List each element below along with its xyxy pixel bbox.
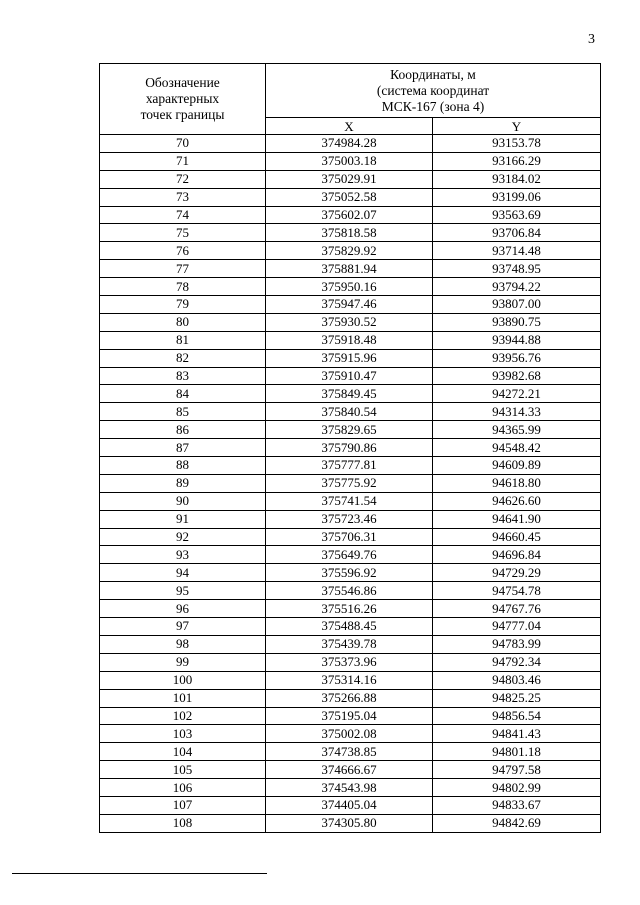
cell-y: 94783.99 (433, 635, 601, 653)
cell-y: 94833.67 (433, 796, 601, 814)
header-point-line: точек границы (140, 107, 225, 122)
cell-y: 94767.76 (433, 600, 601, 618)
header-coords-line: МСК-167 (зона 4) (381, 98, 485, 114)
cell-y: 94660.45 (433, 528, 601, 546)
cell-y: 94729.29 (433, 564, 601, 582)
cell-point-number: 82 (100, 349, 266, 367)
cell-x: 375602.07 (266, 206, 433, 224)
cell-point-number: 85 (100, 403, 266, 421)
cell-point-number: 79 (100, 296, 266, 314)
cell-x: 375829.65 (266, 421, 433, 439)
cell-x: 375439.78 (266, 635, 433, 653)
cell-point-number: 93 (100, 546, 266, 564)
cell-point-number: 83 (100, 367, 266, 385)
cell-point-number: 78 (100, 278, 266, 296)
cell-y: 93153.78 (433, 135, 601, 153)
cell-x: 375775.92 (266, 474, 433, 492)
cell-x: 375003.18 (266, 152, 433, 170)
cell-point-number: 90 (100, 492, 266, 510)
table-row (100, 296, 601, 314)
header-point-designation (100, 64, 266, 135)
table-row (100, 457, 601, 475)
cell-x: 375790.86 (266, 439, 433, 457)
cell-point-number: 72 (100, 170, 266, 188)
cell-y: 94626.60 (433, 492, 601, 510)
table-row (100, 779, 601, 797)
cell-x: 374543.98 (266, 779, 433, 797)
table-row (100, 331, 601, 349)
cell-point-number: 84 (100, 385, 266, 403)
table-row (100, 492, 601, 510)
cell-x: 375829.92 (266, 242, 433, 260)
cell-y: 94696.84 (433, 546, 601, 564)
cell-y: 93748.95 (433, 260, 601, 278)
cell-x: 375840.54 (266, 403, 433, 421)
cell-point-number: 107 (100, 796, 266, 814)
cell-y: 94803.46 (433, 671, 601, 689)
cell-point-number: 105 (100, 761, 266, 779)
cell-x: 374984.28 (266, 135, 433, 153)
cell-point-number: 108 (100, 814, 266, 832)
table-row (100, 761, 601, 779)
footnote-divider (12, 873, 267, 874)
cell-point-number: 75 (100, 224, 266, 242)
table-row (100, 671, 601, 689)
cell-y: 94754.78 (433, 582, 601, 600)
cell-x: 375723.46 (266, 510, 433, 528)
table-row (100, 743, 601, 761)
cell-x: 375195.04 (266, 707, 433, 725)
table-row (100, 313, 601, 331)
table-row (100, 152, 601, 170)
cell-x: 375849.45 (266, 385, 433, 403)
table-row (100, 564, 601, 582)
table-row (100, 707, 601, 725)
cell-point-number: 80 (100, 313, 266, 331)
cell-point-number: 92 (100, 528, 266, 546)
header-coords-line: Координаты, м (390, 66, 476, 82)
cell-y: 93794.22 (433, 278, 601, 296)
cell-y: 93199.06 (433, 188, 601, 206)
cell-point-number: 99 (100, 653, 266, 671)
table-row (100, 278, 601, 296)
cell-x: 375596.92 (266, 564, 433, 582)
cell-y: 93166.29 (433, 152, 601, 170)
table-row (100, 814, 601, 832)
header-y: Y (433, 118, 601, 135)
cell-x: 374405.04 (266, 796, 433, 814)
cell-x: 375950.16 (266, 278, 433, 296)
table-row (100, 546, 601, 564)
table-row (100, 367, 601, 385)
table-row (100, 439, 601, 457)
cell-point-number: 106 (100, 779, 266, 797)
cell-x: 375029.91 (266, 170, 433, 188)
cell-y: 94802.99 (433, 779, 601, 797)
cell-x: 374305.80 (266, 814, 433, 832)
table-row (100, 260, 601, 278)
cell-point-number: 76 (100, 242, 266, 260)
table-row (100, 206, 601, 224)
table-row (100, 135, 601, 153)
table-row (100, 600, 601, 618)
cell-x: 374666.67 (266, 761, 433, 779)
cell-point-number: 70 (100, 135, 266, 153)
cell-point-number: 88 (100, 457, 266, 475)
cell-x: 375818.58 (266, 224, 433, 242)
cell-point-number: 101 (100, 689, 266, 707)
cell-y: 94856.54 (433, 707, 601, 725)
table-body (100, 135, 601, 833)
table-row (100, 653, 601, 671)
page-number: 3 (588, 32, 595, 47)
cell-point-number: 95 (100, 582, 266, 600)
table-row (100, 349, 601, 367)
cell-x: 375930.52 (266, 313, 433, 331)
cell-y: 94797.58 (433, 761, 601, 779)
cell-x: 375488.45 (266, 618, 433, 636)
cell-y: 94618.80 (433, 474, 601, 492)
header-x: X (266, 118, 433, 135)
table-row (100, 635, 601, 653)
cell-point-number: 81 (100, 331, 266, 349)
cell-x: 375910.47 (266, 367, 433, 385)
cell-point-number: 98 (100, 635, 266, 653)
cell-point-number: 77 (100, 260, 266, 278)
cell-point-number: 103 (100, 725, 266, 743)
cell-y: 94365.99 (433, 421, 601, 439)
cell-x: 375314.16 (266, 671, 433, 689)
cell-point-number: 73 (100, 188, 266, 206)
cell-x: 375706.31 (266, 528, 433, 546)
cell-y: 93184.02 (433, 170, 601, 188)
table-row (100, 474, 601, 492)
cell-y: 94641.90 (433, 510, 601, 528)
cell-y: 94792.34 (433, 653, 601, 671)
cell-y: 93563.69 (433, 206, 601, 224)
cell-point-number: 91 (100, 510, 266, 528)
table-row (100, 385, 601, 403)
cell-point-number: 74 (100, 206, 266, 224)
cell-x: 375918.48 (266, 331, 433, 349)
header-point-line: характерных (145, 91, 220, 106)
cell-y: 93807.00 (433, 296, 601, 314)
table-row (100, 582, 601, 600)
cell-x: 375052.58 (266, 188, 433, 206)
table-row (100, 403, 601, 421)
cell-point-number: 104 (100, 743, 266, 761)
cell-x: 375373.96 (266, 653, 433, 671)
cell-x: 375266.88 (266, 689, 433, 707)
cell-x: 375649.76 (266, 546, 433, 564)
cell-x: 375947.46 (266, 296, 433, 314)
cell-y: 94609.89 (433, 457, 601, 475)
table-row (100, 188, 601, 206)
table-row (100, 689, 601, 707)
table-row (100, 510, 601, 528)
header-coordinates (266, 64, 601, 118)
cell-x: 375002.08 (266, 725, 433, 743)
cell-point-number: 97 (100, 618, 266, 636)
cell-y: 94548.42 (433, 439, 601, 457)
cell-x: 375777.81 (266, 457, 433, 475)
table-row (100, 242, 601, 260)
cell-y: 93944.88 (433, 331, 601, 349)
cell-y: 93714.48 (433, 242, 601, 260)
cell-point-number: 94 (100, 564, 266, 582)
cell-point-number: 89 (100, 474, 266, 492)
table-row (100, 618, 601, 636)
cell-point-number: 87 (100, 439, 266, 457)
cell-y: 94777.04 (433, 618, 601, 636)
table-row (100, 528, 601, 546)
cell-y: 94842.69 (433, 814, 601, 832)
cell-x: 374738.85 (266, 743, 433, 761)
cell-y: 93956.76 (433, 349, 601, 367)
cell-y: 94825.25 (433, 689, 601, 707)
table-row (100, 796, 601, 814)
table-row (100, 725, 601, 743)
table-row (100, 224, 601, 242)
cell-point-number: 71 (100, 152, 266, 170)
cell-y: 93982.68 (433, 367, 601, 385)
cell-x: 375881.94 (266, 260, 433, 278)
table-row (100, 421, 601, 439)
cell-point-number: 100 (100, 671, 266, 689)
table-row (100, 170, 601, 188)
cell-x: 375741.54 (266, 492, 433, 510)
cell-y: 94314.33 (433, 403, 601, 421)
cell-y: 93706.84 (433, 224, 601, 242)
cell-y: 93890.75 (433, 313, 601, 331)
cell-point-number: 96 (100, 600, 266, 618)
cell-x: 375915.96 (266, 349, 433, 367)
header-point-line: Обозначение (145, 75, 220, 90)
coordinates-table (99, 63, 601, 833)
cell-y: 94801.18 (433, 743, 601, 761)
cell-y: 94841.43 (433, 725, 601, 743)
cell-point-number: 102 (100, 707, 266, 725)
cell-x: 375516.26 (266, 600, 433, 618)
cell-x: 375546.86 (266, 582, 433, 600)
cell-point-number: 86 (100, 421, 266, 439)
header-coords-line: (система координат (376, 82, 490, 98)
cell-y: 94272.21 (433, 385, 601, 403)
